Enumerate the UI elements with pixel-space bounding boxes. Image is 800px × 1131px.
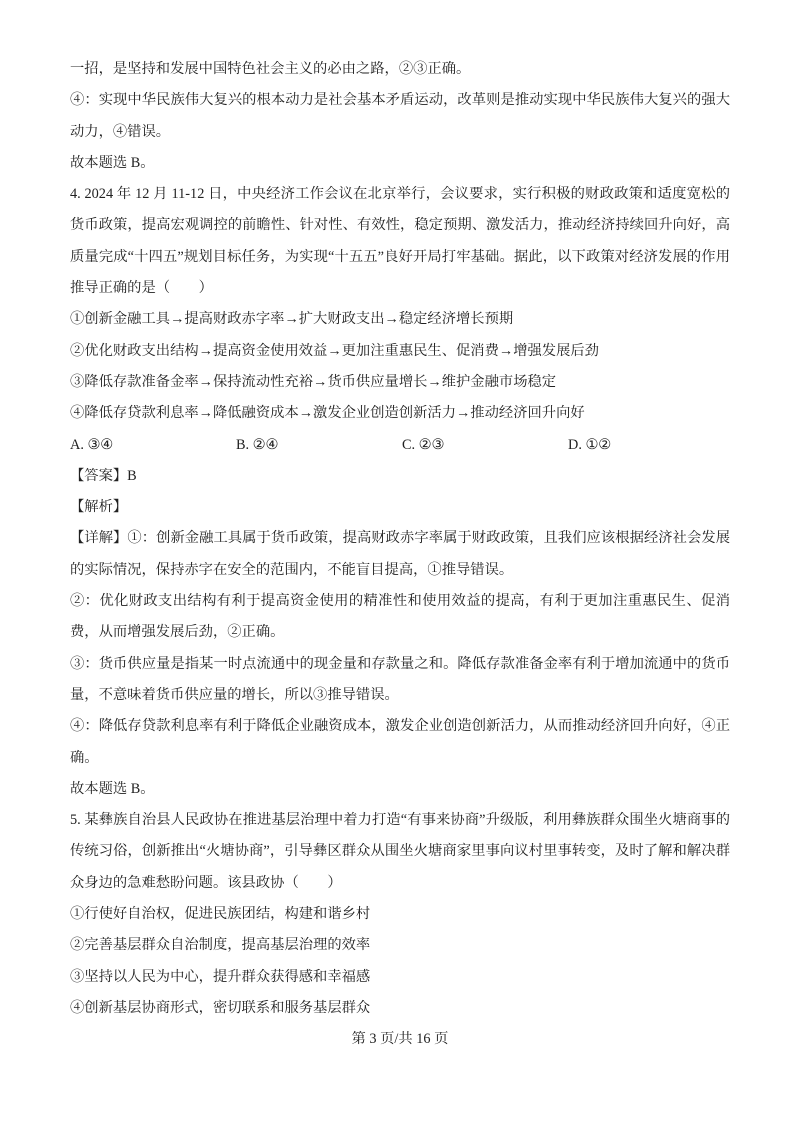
choice-a: A. ③④ (70, 436, 114, 453)
q4-chain-1: ①创新金融工具→提高财政赤字率→扩大财政支出→稳定经济增长预期 (70, 311, 514, 328)
q4-explain-point2: ②：优化财政支出结构有利于提高资金使用的精准性和使用效益的提高，有利于更加注重惠民生、促消费，从而增强发展后劲，②正确。 (70, 593, 730, 641)
choice-c: C. ②③ (402, 436, 445, 453)
q4-chain-3: ③降低存款准备金率→保持流动性充裕→货币供应量增长→维护金融市场稳定 (70, 373, 557, 390)
prev-analysis-point4: ④：实现中华民族伟大复兴的根本动力是社会基本矛盾运动，改革则是推动实现中华民族伟大复兴的强大动力，④错误。 (70, 92, 730, 140)
q4-explain-point4: ④：降低存贷款利息率有利于降低企业融资成本，激发企业创造创新活力，从而推动经济回升向好，④正确。 (70, 718, 730, 766)
q5-statement-4: ④创新基层协商形式，密切联系和服务基层群众 (70, 999, 371, 1016)
q4-choice-row (70, 430, 730, 461)
q5-statement-3: ③坚持以人民为中心，提升群众获得感和幸福感 (70, 968, 371, 985)
q5-statement-2: ②完善基层群众自治制度，提高基层治理的效率 (70, 937, 371, 954)
q4-analysis-label: 【解析】 (70, 499, 128, 516)
q4-chain-2: ②优化财政支出结构→提高资金使用效益→更加注重惠民生、促消费→增强发展后劲 (70, 342, 599, 359)
q4-explain-point1: 【详解】①：创新金融工具属于货币政策，提高财政赤字率属于财政政策，且我们应该根据经济社会发展的实际情况，保持赤字在安全的范围内，不能盲目提高，①推导错误。 (70, 530, 730, 578)
prev-analysis-tail: 一招，是坚持和发展中国特色社会主义的必由之路，②③正确。 (70, 61, 471, 77)
choice-d: D. ①② (568, 436, 612, 453)
q4-answer-conclusion: 故本题选 B。 (70, 780, 155, 797)
q4-answer-line: 【答案】B (70, 467, 137, 484)
q4-explain-point3: ③：货币供应量是指某一时点流通中的现金量和存款量之和。降低存款准备金率有利于增加流通中的货币量，不意味着货币供应量的增长，所以③推导错误。 (70, 655, 730, 703)
q5-statement-1: ①行使好自治权，促进民族团结，构建和谐乡村 (70, 906, 371, 923)
question-4-stem: 4. 2024 年 12 月 11-12 日，中央经济工作会议在北京举行，会议要求，实行积极的财政政策和适度宽松的货币政策，提高宏观调控的前瞻性、针对性、有效性，稳定预期、激发活力，推动经济持续回升向好，高质量完成“十四五”规划目标任务，为实现“十五五”良好开局打牢基础。据此，以下政策对经济发展的作用推导正确的是（ ） (70, 186, 730, 297)
question-5-stem: 5. 某彝族自治县人民政协在推进基层治理中着力打造“有事来协商”升级版，利用彝族群众围坐火塘商事的传统习俗，创新推出“火塘协商”，引导彝区群众从围坐火塘商家里事向议村里事转变，及时了解和解决群众身边的急难愁盼问题。该县政协（ ） (70, 812, 730, 891)
page-number: 第 3 页/共 16 页 (351, 1031, 449, 1048)
choice-b: B. ②④ (236, 436, 279, 453)
prev-answer-conclusion: 故本题选 B。 (70, 154, 155, 171)
q4-chain-4: ④降低存贷款利息率→降低融资成本→激发企业创造创新活力→推动经济回升向好 (70, 405, 585, 422)
